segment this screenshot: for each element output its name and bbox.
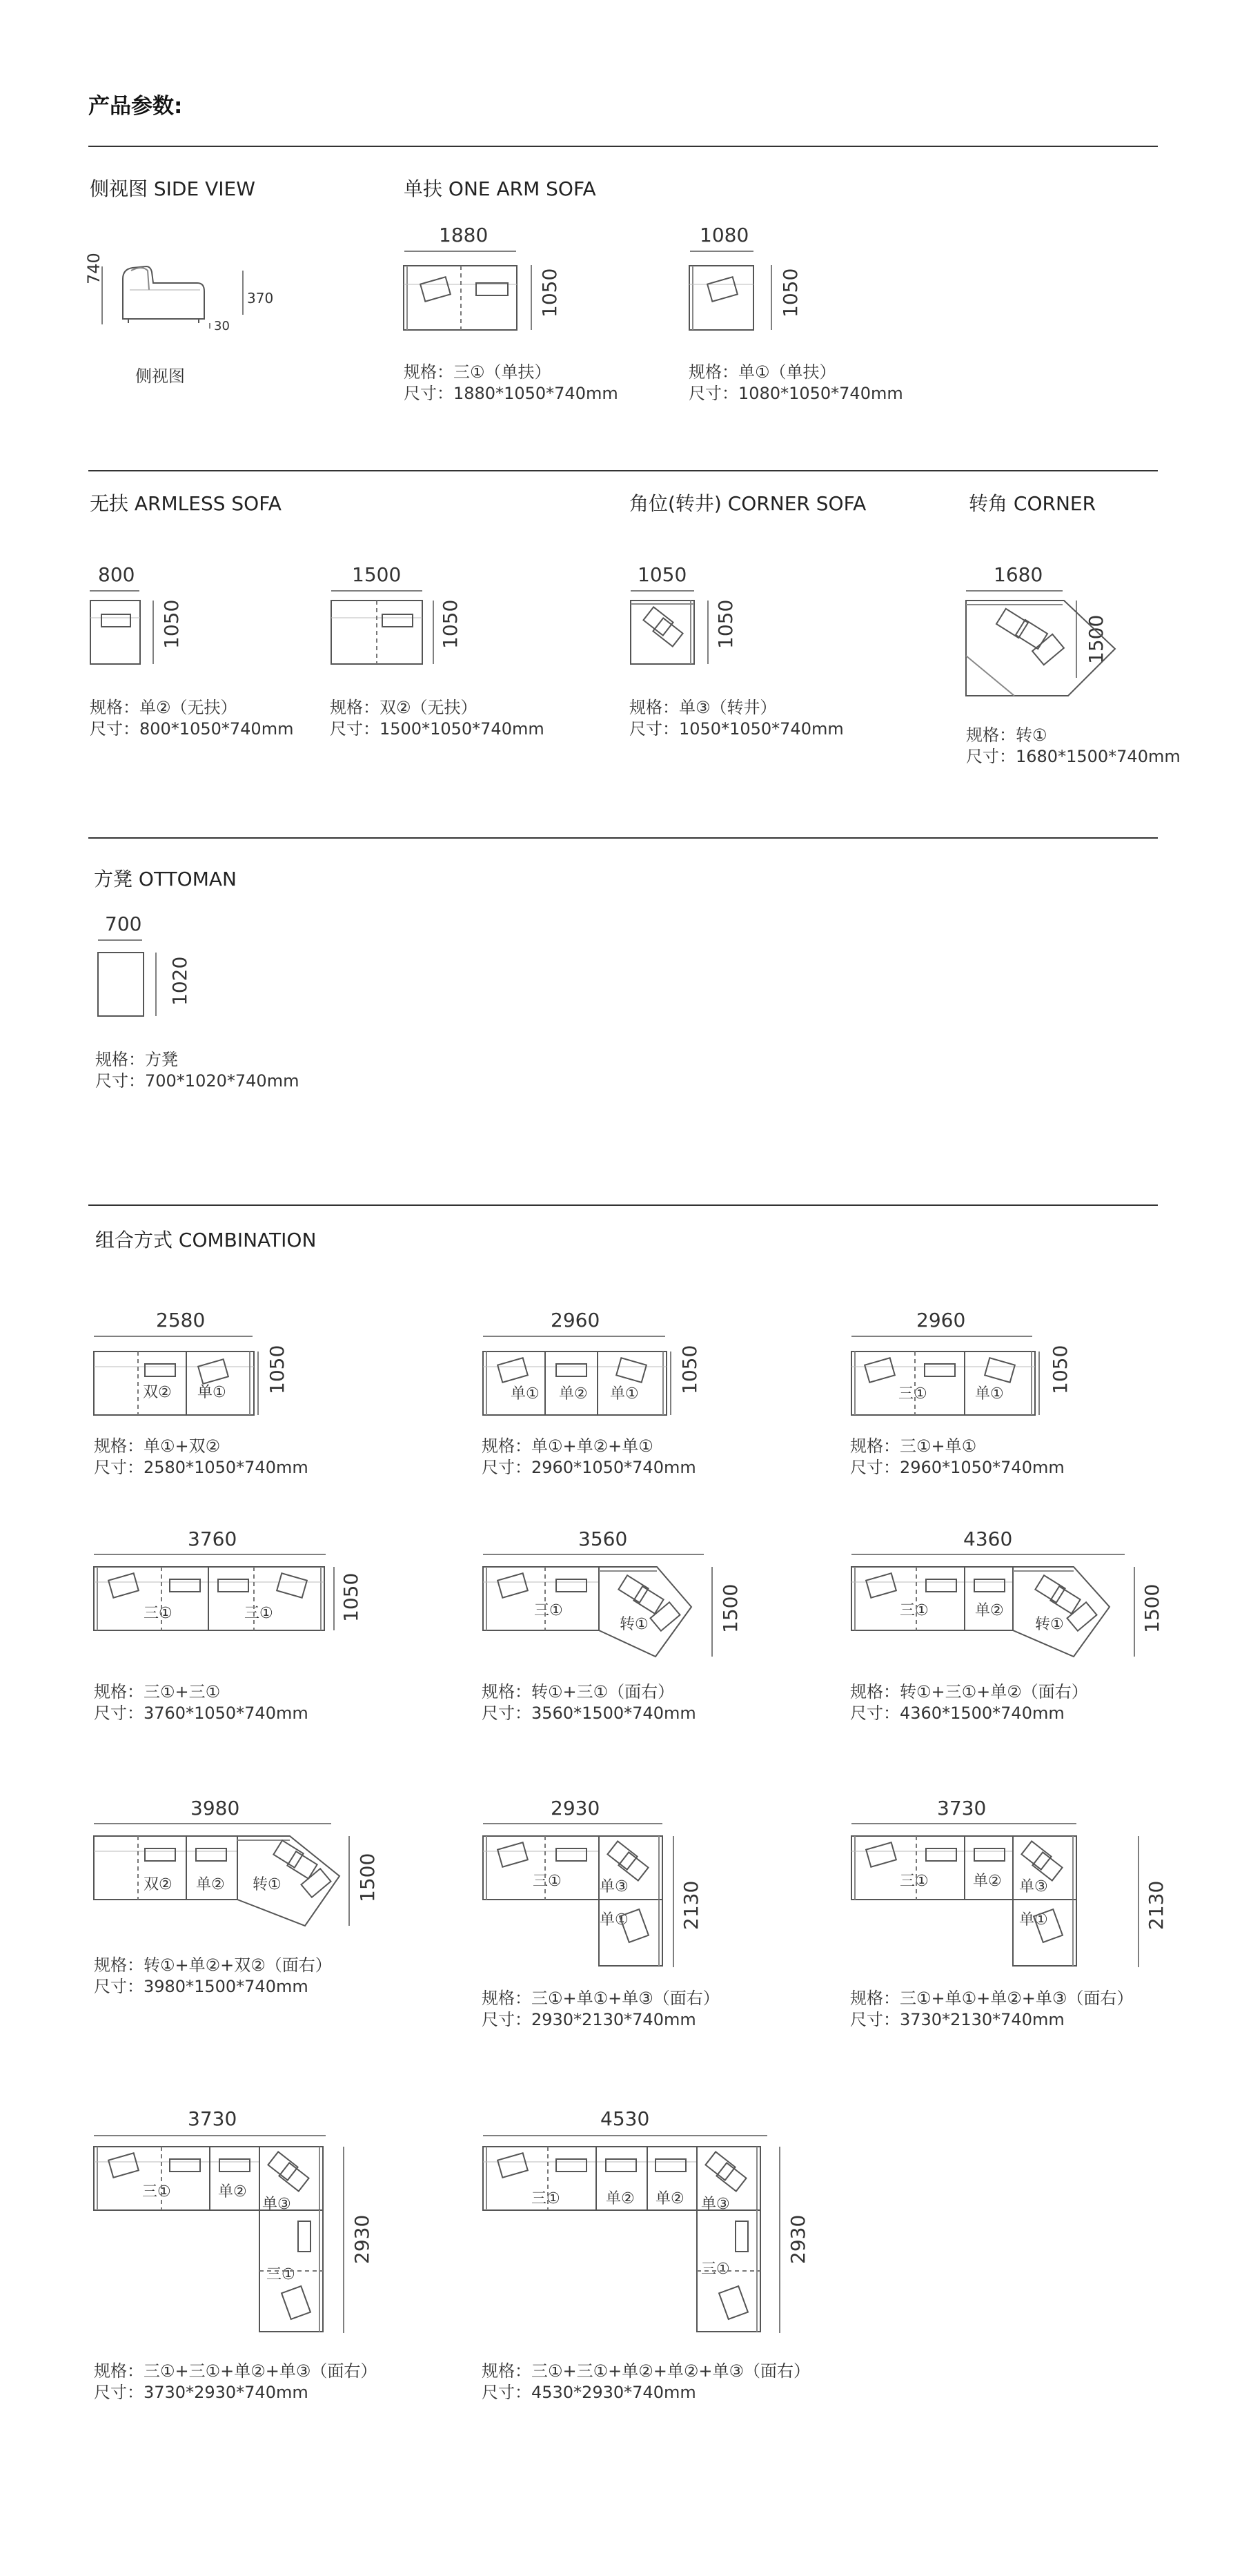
module-label: 单②	[973, 1873, 1002, 1890]
one-arm-heading: 单扶 ONE ARM SOFA	[404, 177, 596, 200]
combo-size: 尺寸：3730*2930*740mm	[94, 2383, 308, 2402]
one-arm-b-depth: 1050	[779, 268, 802, 318]
combo-spec: 规格：单①+单②+单①	[482, 1436, 653, 1456]
combo-spec: 规格：单①+双②	[94, 1436, 221, 1456]
side-leg-label: 30	[214, 319, 230, 333]
combo-depth: 2130	[680, 1880, 702, 1930]
corner-sofa-drawing	[631, 591, 708, 664]
module-label: 三①	[900, 1602, 929, 1619]
module-label: 三①	[266, 2266, 295, 2283]
combo-9-drawing	[94, 2136, 344, 2333]
combo-7-drawing	[483, 1824, 673, 1967]
module-label: 单②	[196, 1876, 225, 1893]
module-label: 三①	[533, 1873, 562, 1890]
corner-sofa-depth: 1050	[714, 599, 737, 649]
one-arm-a-width: 1880	[439, 224, 489, 246]
combo-size: 尺寸：2580*1050*740mm	[94, 1458, 308, 1477]
combo-width: 3560	[578, 1528, 628, 1550]
armless-a-drawing	[90, 591, 153, 664]
ottoman-size: 尺寸：700*1020*740mm	[95, 1071, 299, 1091]
combo-size: 尺寸：3760*1050*740mm	[94, 1704, 308, 1723]
combo-spec: 规格：转①+三①+单②（面右）	[850, 1682, 1088, 1701]
combo-depth: 2930	[351, 2214, 373, 2264]
combo-6-drawing	[94, 1824, 349, 1926]
combo-spec: 规格：三①+单①	[850, 1436, 977, 1456]
combo-depth: 2930	[787, 2214, 809, 2264]
combo-size: 尺寸：3560*1500*740mm	[482, 1704, 696, 1723]
combo-width: 4530	[600, 2107, 650, 2130]
combo-spec: 规格：三①+三①+单②+单③（面右）	[94, 2361, 377, 2381]
armless-b-size: 尺寸：1500*1050*740mm	[330, 719, 544, 739]
combo-depth: 1500	[356, 1853, 379, 1902]
combo-width: 2580	[156, 1309, 206, 1331]
combo-spec: 规格：三①+三①	[94, 1682, 221, 1701]
module-label: 单①	[610, 1385, 639, 1403]
module-label: 转①	[620, 1616, 649, 1633]
combo-width: 4360	[963, 1528, 1013, 1550]
side-view-caption: 侧视图	[135, 367, 185, 386]
module-label: 单①	[600, 1911, 629, 1929]
combo-4-drawing	[483, 1554, 712, 1657]
module-label: 三①	[531, 2190, 560, 2207]
corner-depth: 1500	[1085, 614, 1107, 664]
combo-width: 3730	[937, 1797, 987, 1819]
combo-width: 3730	[188, 2107, 237, 2130]
armless-b-depth: 1050	[439, 599, 462, 649]
module-label: 单②	[656, 2190, 684, 2207]
armless-heading: 无扶 ARMLESS SOFA	[90, 492, 282, 515]
corner-spec: 规格：转①	[966, 725, 1047, 745]
combo-spec: 规格：转①+三①（面右）	[482, 1682, 675, 1701]
ottoman-spec: 规格：方凳	[95, 1050, 178, 1069]
combo-spec: 规格：三①+单①+单②+单③（面右）	[850, 1989, 1134, 2008]
armless-b-width: 1500	[352, 563, 402, 586]
side-view-drawing	[102, 266, 243, 329]
combo-width: 2930	[551, 1797, 600, 1819]
armless-b-spec: 规格：双②（无扶）	[330, 698, 477, 717]
corner-sofa-heading: 角位(转井) CORNER SOFA	[629, 492, 867, 515]
page-title: 产品参数:	[88, 94, 183, 119]
combo-depth: 1050	[678, 1345, 701, 1394]
combo-width: 3760	[188, 1528, 237, 1550]
module-label: 单③	[1019, 1878, 1048, 1895]
ottoman-width: 700	[105, 913, 142, 935]
combo-3-drawing	[94, 1554, 334, 1630]
armless-a-spec: 规格：单②（无扶）	[90, 698, 237, 717]
one-arm-b-spec: 规格：单①（单扶）	[689, 362, 836, 382]
armless-a-size: 尺寸：800*1050*740mm	[90, 719, 294, 739]
one-arm-a-size: 尺寸：1880*1050*740mm	[404, 384, 618, 403]
combo-depth: 1050	[1049, 1345, 1072, 1394]
module-label: 单①	[197, 1384, 226, 1401]
combo-size: 尺寸：2930*2130*740mm	[482, 2010, 696, 2029]
combo-2-drawing	[851, 1336, 1039, 1415]
module-label: 双②	[144, 1876, 172, 1893]
module-label: 转①	[1035, 1616, 1064, 1633]
combo-size: 尺寸：3980*1500*740mm	[94, 1977, 308, 1996]
one-arm-b-width: 1080	[700, 224, 749, 246]
combination-heading: 组合方式 COMBINATION	[95, 1229, 317, 1251]
side-view-heading: 侧视图 SIDE VIEW	[90, 177, 255, 200]
module-label: 三①	[142, 2183, 171, 2201]
module-label: 单③	[600, 1878, 629, 1895]
one-arm-a-depth: 1050	[538, 268, 561, 318]
module-label: 三①	[144, 1605, 172, 1622]
combo-size: 尺寸：2960*1050*740mm	[850, 1458, 1065, 1477]
module-label: 三①	[898, 1385, 927, 1403]
corner-width: 1680	[994, 563, 1043, 586]
combo-depth: 2130	[1145, 1880, 1167, 1930]
armless-a-width: 800	[98, 563, 135, 586]
combo-depth: 1050	[266, 1345, 288, 1394]
combo-size: 尺寸：3730*2130*740mm	[850, 2010, 1065, 2029]
combo-spec: 规格：三①+三①+单②+单②+单③（面右）	[482, 2361, 811, 2381]
module-label: 三①	[534, 1602, 563, 1619]
combo-spec: 规格：三①+单①+单③（面右）	[482, 1989, 720, 2008]
combo-0-drawing	[94, 1336, 258, 1415]
module-label: 单①	[1019, 1911, 1048, 1929]
corner-sofa-size: 尺寸：1050*1050*740mm	[629, 719, 844, 739]
combo-size: 尺寸：4360*1500*740mm	[850, 1704, 1065, 1723]
combo-depth: 1500	[1141, 1583, 1163, 1633]
armless-a-depth: 1050	[160, 599, 183, 649]
corner-drawing	[966, 591, 1115, 696]
corner-size: 尺寸：1680*1500*740mm	[966, 747, 1181, 766]
module-label: 转①	[253, 1876, 282, 1893]
one-arm-b-size: 尺寸：1080*1050*740mm	[689, 384, 903, 403]
armless-b-drawing	[331, 591, 433, 664]
module-label: 双②	[143, 1384, 172, 1401]
corner-heading: 转角 CORNER	[969, 492, 1096, 515]
combo-size: 尺寸：4530*2930*740mm	[482, 2383, 696, 2402]
combo-spec: 规格：转①+单②+双②（面右）	[94, 1955, 332, 1975]
module-label: 单②	[559, 1385, 588, 1403]
module-label: 单②	[606, 2190, 635, 2207]
module-label: 单②	[975, 1602, 1004, 1619]
module-label: 单①	[975, 1385, 1004, 1403]
combo-width: 2960	[916, 1309, 966, 1331]
ottoman-heading: 方凳 OTTOMAN	[94, 868, 237, 890]
combo-size: 尺寸：2960*1050*740mm	[482, 1458, 696, 1477]
side-height-label: 740	[84, 253, 103, 284]
one-arm-a-drawing	[404, 251, 531, 330]
module-label: 单③	[701, 2196, 730, 2213]
module-label: 单①	[511, 1385, 540, 1403]
one-arm-b-drawing	[689, 251, 771, 330]
combo-5-drawing	[851, 1554, 1134, 1657]
combo-width: 3980	[190, 1797, 240, 1819]
one-arm-a-spec: 规格：三①（单扶）	[404, 362, 551, 382]
corner-sofa-spec: 规格：单③（转井）	[629, 698, 777, 717]
combo-depth: 1050	[339, 1572, 362, 1622]
combo-depth: 1500	[719, 1583, 742, 1633]
ottoman-drawing	[98, 940, 156, 1016]
module-label: 三①	[900, 1873, 929, 1890]
ottoman-depth: 1020	[168, 956, 191, 1006]
side-seat-label: 370	[247, 290, 274, 306]
module-label: 三①	[244, 1605, 273, 1622]
combo-8-drawing	[851, 1824, 1138, 1967]
module-label: 单③	[262, 2196, 291, 2213]
module-label: 单②	[218, 2183, 247, 2201]
combo-1-drawing	[483, 1336, 671, 1415]
combo-10-drawing	[483, 2136, 780, 2333]
corner-sofa-width: 1050	[638, 563, 687, 586]
module-label: 三①	[701, 2261, 730, 2278]
combo-width: 2960	[551, 1309, 600, 1331]
